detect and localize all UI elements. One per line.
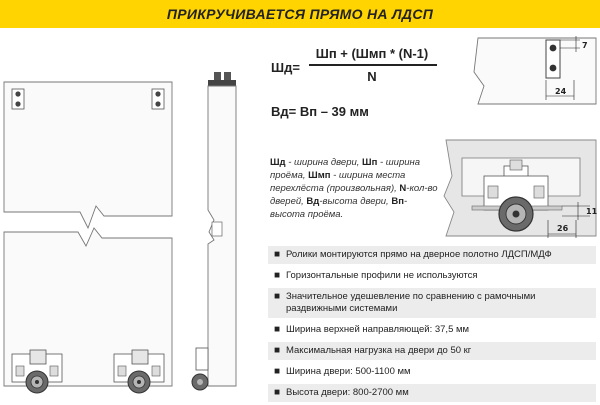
bullet-icon: ■ [274, 387, 281, 398]
formula-legend [270, 156, 438, 221]
feature-item [268, 288, 596, 318]
feature-text: Высота двери: 800-2700 мм [286, 387, 409, 398]
door-front-view [4, 82, 172, 386]
feature-item [268, 321, 596, 339]
legend-desc: -кол-во дверей, [270, 183, 438, 207]
formula-numerator: Шп + (Шмп * (N-1) [315, 46, 429, 61]
roller-left [12, 350, 62, 393]
door-height-formula: Вд= Вп – 39 мм [271, 104, 369, 119]
bottom-roller-detail [444, 140, 598, 238]
formula-denominator: N [367, 69, 377, 84]
feature-text: Горизонтальные профили не используются [286, 270, 478, 281]
bullet-icon: ■ [274, 324, 281, 335]
legend-term: Вп [391, 196, 404, 207]
dim-bottom-offset: 11 [586, 207, 598, 216]
feature-item [268, 246, 596, 264]
dim-top-offset: 7 [582, 41, 588, 50]
legend-term: Вд [306, 196, 320, 207]
top-bracket-right [152, 89, 164, 109]
top-bracket-left [12, 89, 24, 109]
bullet-icon: ■ [274, 366, 281, 377]
dim-bottom-width: 26 [557, 224, 569, 233]
bullet-icon: ■ [274, 249, 281, 260]
top-bracket-detail [474, 36, 596, 104]
feature-text: Ролики монтируются прямо на дверное полотно ЛДСП/МДФ [286, 249, 552, 260]
bullet-icon: ■ [274, 270, 281, 281]
legend-desc: -высота проёма. [270, 196, 408, 220]
banner-title: ПРИКРУЧИВАЕТСЯ ПРЯМО НА ЛДСП [166, 6, 434, 22]
formula-block [271, 44, 441, 154]
legend-term: Шп [362, 157, 378, 168]
feature-item [268, 342, 596, 360]
roller-right [114, 350, 164, 393]
legend-desc: - ширина двери, [285, 157, 363, 168]
formula-lhs: Шд= [271, 60, 300, 75]
legend-desc: -высота двери, [319, 196, 392, 207]
legend-term: Шд [270, 157, 286, 168]
feature-text: Значительное удешевление по сравнению с рамочными раздвижными системами [286, 291, 536, 314]
feature-item [268, 267, 596, 285]
dim-top-width: 24 [555, 87, 567, 96]
legend-term: N [399, 183, 407, 194]
feature-text: Максимальная нагрузка на двери до 50 кг [286, 345, 472, 356]
bullet-icon: ■ [274, 291, 281, 302]
door-side-view [192, 72, 236, 390]
formula-fraction-bar [309, 64, 437, 66]
legend-term: Шмп [308, 170, 331, 181]
feature-list [268, 246, 596, 405]
legend-desc: - ширина места перехлёста (произвольная), [270, 170, 406, 194]
feature-text: Ширина верхней направляющей: 37,5 мм [286, 324, 470, 335]
bullet-icon: ■ [274, 345, 281, 356]
feature-item [268, 363, 596, 381]
feature-item [268, 384, 596, 402]
feature-text: Ширина двери: 500-1100 мм [286, 366, 411, 377]
legend-desc: - ширина проёма, [270, 157, 421, 181]
